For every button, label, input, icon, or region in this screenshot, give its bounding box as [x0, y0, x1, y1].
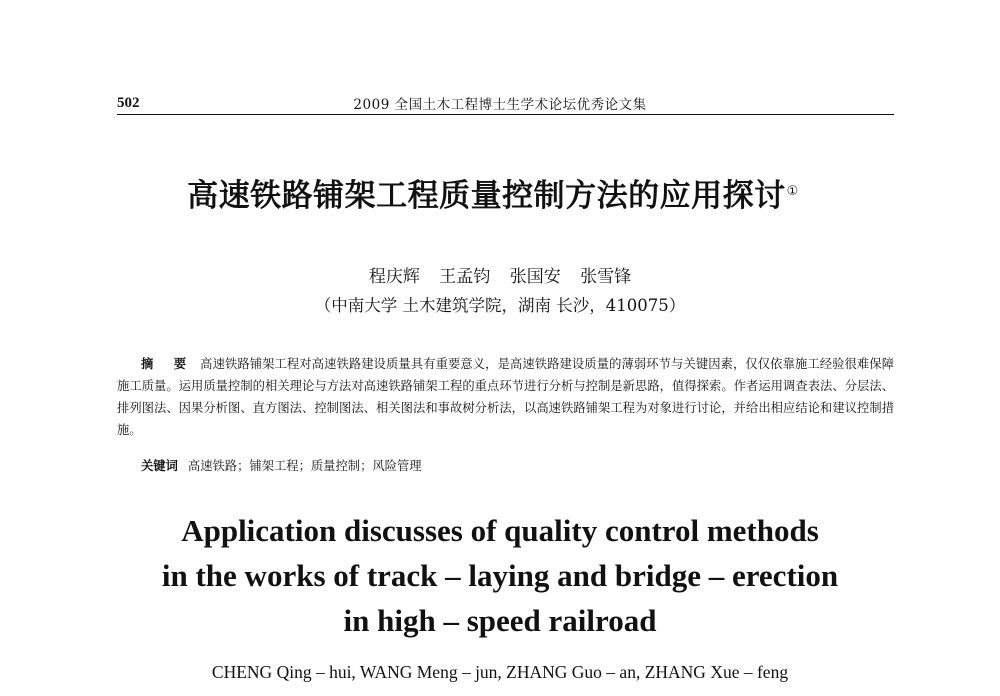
title-en-line-1: Application discusses of quality control methods — [181, 513, 819, 548]
title-cn-text: 高速铁路铺架工程质量控制方法的应用探讨 — [187, 178, 786, 214]
keywords-label: 关键词 — [141, 459, 178, 473]
footnote-mark: ① — [786, 183, 799, 199]
authors-english: CHENG Qing – hui, WANG Meng – jun, ZHANG Guo – an, ZHANG Xue – feng — [211, 662, 789, 682]
cut-off-affiliation-line — [123, 690, 883, 696]
abstract-chinese — [117, 353, 894, 441]
paper-title-english — [0, 508, 1000, 643]
page-number: 502 — [117, 95, 140, 111]
authors-chinese: 程庆辉 王孟钧 张国安 张雪锋 — [368, 267, 632, 287]
paper-title-chinese — [0, 170, 993, 215]
title-en-line-2: in the works of track – laying and bridge – erection — [161, 558, 839, 593]
abstract-text: 高速铁路铺架工程对高速铁路建设质量具有重要意义，是高速铁路建设质量的薄弱环节与关键因素，仅仅依靠施工经验很难保障施工质量。运用质量控制的相关理论与方法对高速铁路铺架工程的重点环节进行分析与控制是新思路，值得探索。作者运用调查表法、分层法、排列图法、因果分析图、直方图法、控制图法、相关图法和事故树分析法，以高速铁路铺架工程为对象进行讨论，并给出相应结论和建议控制措施。 — [117, 357, 895, 437]
header-rule — [117, 114, 894, 115]
abstract-label: 摘 要 — [141, 357, 195, 371]
keywords-text: 高速铁路；铺架工程；质量控制；风险管理 — [187, 459, 422, 473]
running-header: 2009 全国土木工程博士生学术论坛优秀论文集 — [353, 97, 647, 113]
keywords-chinese — [141, 456, 422, 474]
affiliation-chinese: （中南大学 土木建筑学院，湖南 长沙，410075） — [314, 296, 686, 315]
title-en-line-3: in high – speed railroad — [343, 603, 657, 638]
